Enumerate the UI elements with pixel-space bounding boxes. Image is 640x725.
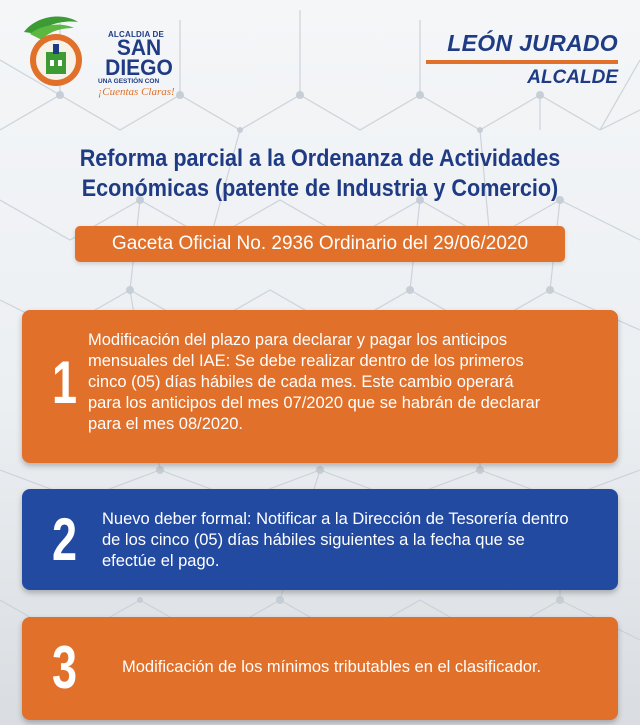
logo-tagline: ¡Cuentas Claras!: [98, 86, 175, 98]
mayor-title: ALCALDE: [527, 67, 618, 88]
item-text: Modificación del plazo para declarar y pagar los anticipos mensuales del IAE: Se debe realizar dentro de los primeros cinco (05) días hábiles de cada mes. Este cambio operará para los anticipos del mes 07/2020 que se habrán de declarar para el mes 08/2020.: [88, 331, 541, 433]
logo-name-line1: SAN: [116, 35, 162, 61]
item-card-1: [22, 310, 618, 463]
logo-name-line2: DIEGO: [105, 55, 173, 81]
item-number: 3: [52, 634, 78, 701]
alcaldia-logo: [16, 12, 196, 104]
mayor-underline: [426, 60, 618, 64]
item-text: Modificación de los mínimos tributables en el clasificador.: [122, 658, 542, 676]
item-card-3: [22, 617, 618, 720]
logo-name: [94, 35, 184, 81]
item-text: Nuevo deber formal: Notificar a la Dirección de Tesorería dentro de los cinco (05) días hábiles siguientes a la fecha que se efectúe el pago.: [102, 510, 569, 570]
logo-emblem-icon: [16, 14, 96, 94]
gazette-banner: [75, 226, 565, 262]
logo-subtitle: UNA GESTIÓN CON: [98, 78, 160, 85]
mayor-name: LEÓN JURADO: [447, 30, 618, 56]
gazette-text: Gaceta Oficial No. 2936 Ordinario del 29/06/2020: [111, 233, 529, 254]
mayor-block: [426, 30, 618, 89]
item-number: 2: [52, 506, 78, 573]
logo-small-text: ALCALDIA DE: [107, 30, 165, 39]
page-title: Reforma parcial a la Ordenanza de Actividades Económicas (patente de Industria y Comercio): [79, 145, 561, 202]
item-card-2: [22, 489, 618, 590]
item-number: 1: [52, 349, 78, 416]
